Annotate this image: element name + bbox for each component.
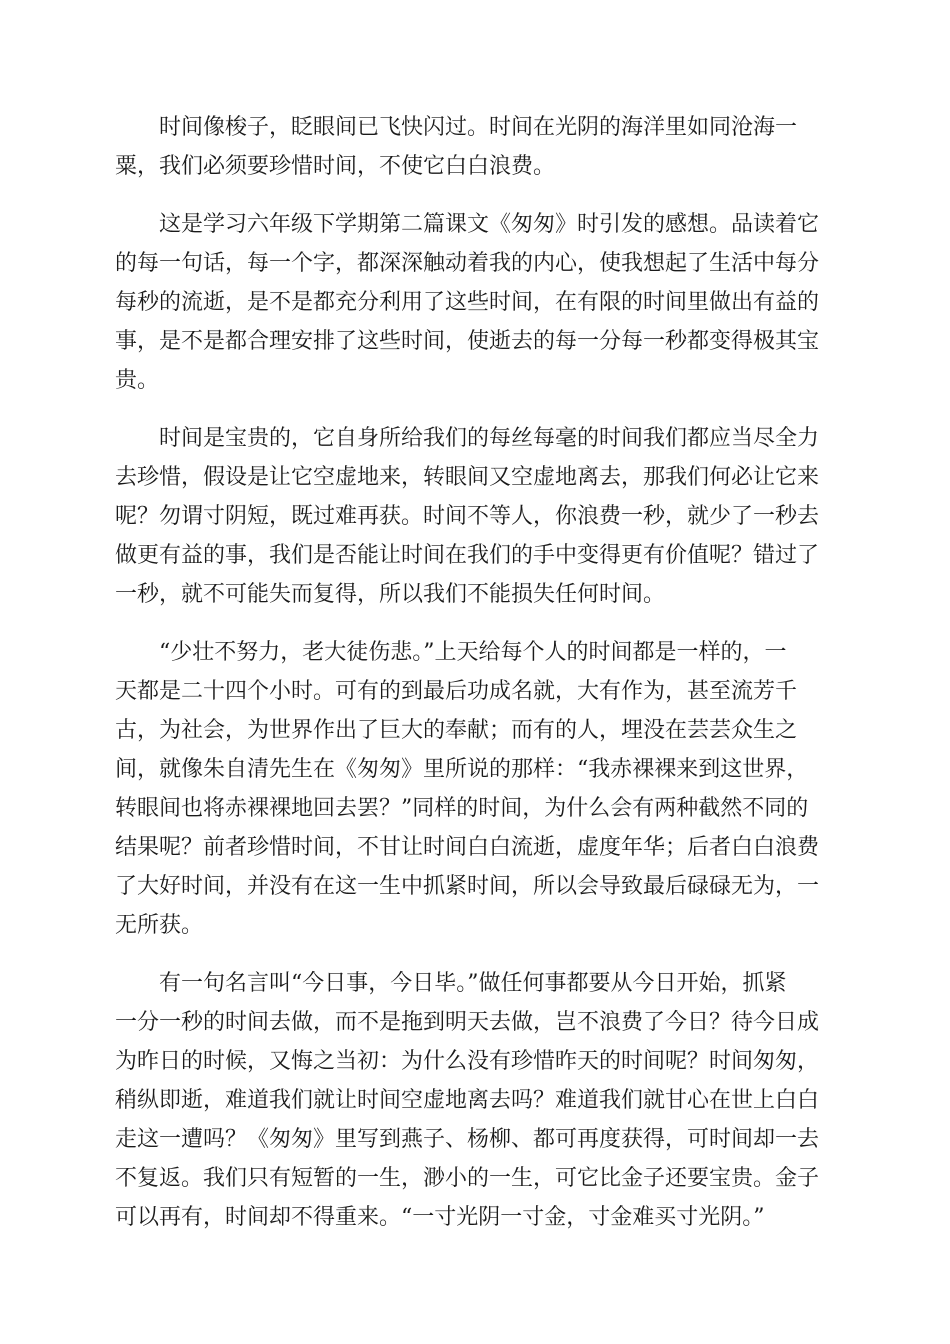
paragraph-5-line-4: 稍纵即逝，难道我们就让时间空虚地离去吗？难道我们就甘心在世上白白 [115,1088,820,1113]
paragraph-4-line-1: “少壮不努力，老大徒伤悲。”上天给每个人的时间都是一样的，一 [159,640,787,665]
paragraph-5-line-1: 有一句名言叫“今日事，今日毕。”做任何事都要从今日开始，抓紧 [159,971,787,996]
paragraph-1 [115,108,835,186]
paragraph-1-line-1: 时间像梭子，眨眼间已飞快闪过。时间在光阴的海洋里如同沧海一 [159,115,798,140]
paragraph-2 [115,205,835,400]
paragraph-2-line-5: 贵。 [115,368,160,393]
paragraph-2-line-1: 这是学习六年级下学期第二篇课文《匆匆》时引发的感想。品读着它 [159,212,820,237]
paragraph-4-line-2: 天都是二十四个小时。可有的到最后功成名就，大有作为，甚至流芳千 [115,679,798,704]
paragraph-4 [115,633,835,945]
paragraph-2-line-2: 的每一句话，每一个字，都深深触动着我的内心，使我想起了生活中每分 [115,251,820,276]
paragraph-1-line-2: 粟，我们必须要珍惜时间，不使它白白浪费。 [115,154,556,179]
paragraph-4-line-5: 转眼间也将赤裸裸地回去罢？”同样的时间，为什么会有两种截然不同的 [115,796,809,821]
paragraph-3 [115,419,835,614]
paragraph-4-line-7: 了大好时间，并没有在这一生中抓紧时间，所以会导致最后碌碌无为，一 [115,874,820,899]
paragraph-4-line-8: 无所获。 [115,913,204,938]
paragraph-3-line-3: 呢？勿谓寸阴短，既过难再获。时间不等人，你浪费一秒，就少了一秒去 [115,504,820,529]
paragraph-3-line-1: 时间是宝贵的，它自身所给我们的每丝每毫的时间我们都应当尽全力 [159,426,820,451]
paragraph-5-line-7: 可以再有，时间却不得重来。“一寸光阴一寸金，寸金难买寸光阴。” [115,1205,765,1230]
paragraph-2-line-3: 每秒的流逝，是不是都充分利用了这些时间，在有限的时间里做出有益的 [115,290,820,315]
paragraph-5-line-5: 走这一遭吗？《匆匆》里写到燕子、杨柳、都可再度获得，可时间却一去 [115,1127,820,1152]
paragraph-5-line-2: 一分一秒的时间去做，而不是拖到明天去做，岂不浪费了今日？待今日成 [115,1010,820,1035]
paragraph-4-line-6: 结果呢？前者珍惜时间，不甘让时间白白流逝，虚度年华；后者白白浪费 [115,835,820,860]
paragraph-5-line-3: 为昨日的时候，又悔之当初：为什么没有珍惜昨天的时间呢？时间匆匆， [115,1049,820,1074]
paragraph-5-line-6: 不复返。我们只有短暂的一生，渺小的一生，可它比金子还要宝贵。金子 [115,1166,820,1191]
paragraph-4-line-3: 古，为社会，为世界作出了巨大的奉献；而有的人，埋没在芸芸众生之 [115,718,798,743]
paragraph-3-line-5: 一秒，就不可能失而复得，所以我们不能损失任何时间。 [115,582,666,607]
paragraph-2-line-4: 事，是不是都合理安排了这些时间，使逝去的每一分每一秒都变得极其宝 [115,329,820,354]
paragraph-3-line-4: 做更有益的事，我们是否能让时间在我们的手中变得更有价值呢？错过了 [115,543,820,568]
paragraph-5 [115,964,835,1237]
paragraph-4-line-4: 间，就像朱自清先生在《匆匆》里所说的那样：“我赤裸裸来到这世界， [115,757,809,782]
document-body [115,108,835,1256]
paragraph-3-line-2: 去珍惜，假设是让它空虚地来，转眼间又空虚地离去，那我们何必让它来 [115,465,820,490]
